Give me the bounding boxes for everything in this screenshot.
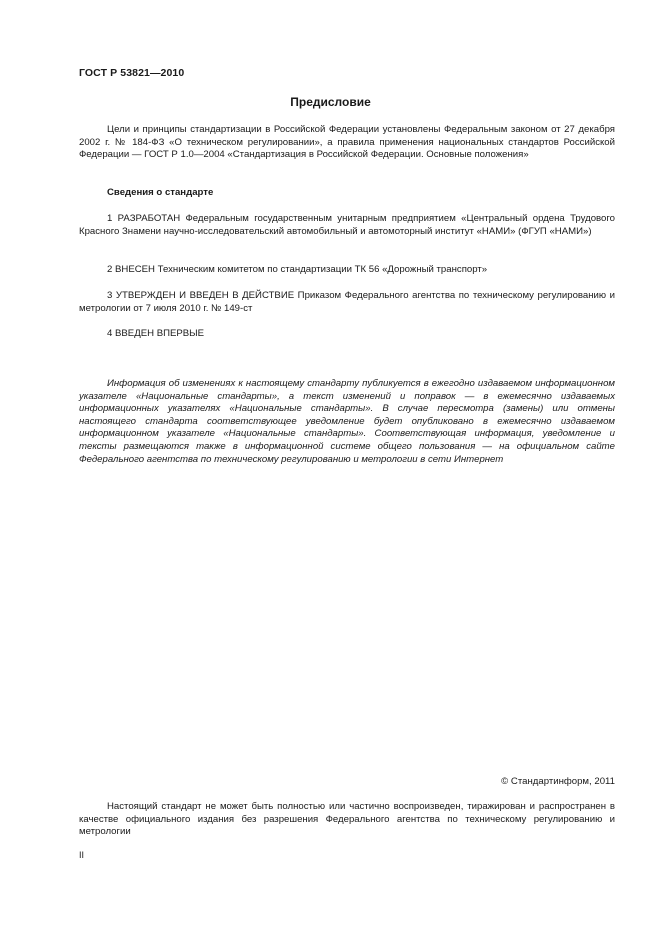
copyright-line: © Стандартинформ, 2011 xyxy=(501,776,615,787)
rights-notice: Настоящий стандарт не может быть полностью или частично воспроизведен, тиражирован и распространен в качестве официального издания без разрешения Федерального агентства по техническому регулированию и метрологии xyxy=(79,801,615,838)
document-number-header: ГОСТ Р 53821—2010 xyxy=(79,67,185,79)
page-number: II xyxy=(79,850,85,860)
section-heading: Сведения о стандарте xyxy=(107,187,214,198)
page-title: Предисловие xyxy=(290,95,371,109)
info-note: Информация об изменениях к настоящему стандарту публикуется в ежегодно издаваемом информационном указателе «Национальные стандарты», а текст изменений и поправок — в ежемесячно издаваемых информационных указателях «Национальные стандарты». В случае пересмотра (замены) или отмены настоящего стандарта соответствующее уведомление будет опубликовано в ежемесячно издаваемом информационном указателе «Национальные стандарты». Соответствующая информация, уведомление и тексты размещаются также в информационной системе общего пользования — на официальном сайте Федерального агентства по техническому регулированию и метрологии в сети Интернет xyxy=(79,378,615,465)
list-item: 3 УТВЕРЖДЕН И ВВЕДЕН В ДЕЙСТВИЕ Приказом Федерального агентства по техническому регулированию и метрологии от 7 июля 2010 г. № 149-ст xyxy=(79,290,615,314)
intro-paragraph: Цели и принципы стандартизации в Российской Федерации установлены Федеральным законом от 27 декабря 2002 г. № 184-ФЗ «О техническом регулировании», а правила применения национальных стандартов Российской Федерации — ГОСТ Р 1.0—2004 «Стандартизация в Российской Федерации. Основные положения» xyxy=(79,124,615,161)
list-item: 4 ВВЕДЕН ВПЕРВЫЕ xyxy=(107,328,205,339)
list-item: 2 ВНЕСЕН Техническим комитетом по стандартизации ТК 56 «Дорожный транспорт» xyxy=(107,264,488,275)
list-item: 1 РАЗРАБОТАН Федеральным государственным унитарным предприятием «Центральный ордена Трудового Красного Знамени научно-исследовательский автомобильный и автомоторный институт «НАМИ» (ФГУП «НАМИ») xyxy=(79,213,615,237)
